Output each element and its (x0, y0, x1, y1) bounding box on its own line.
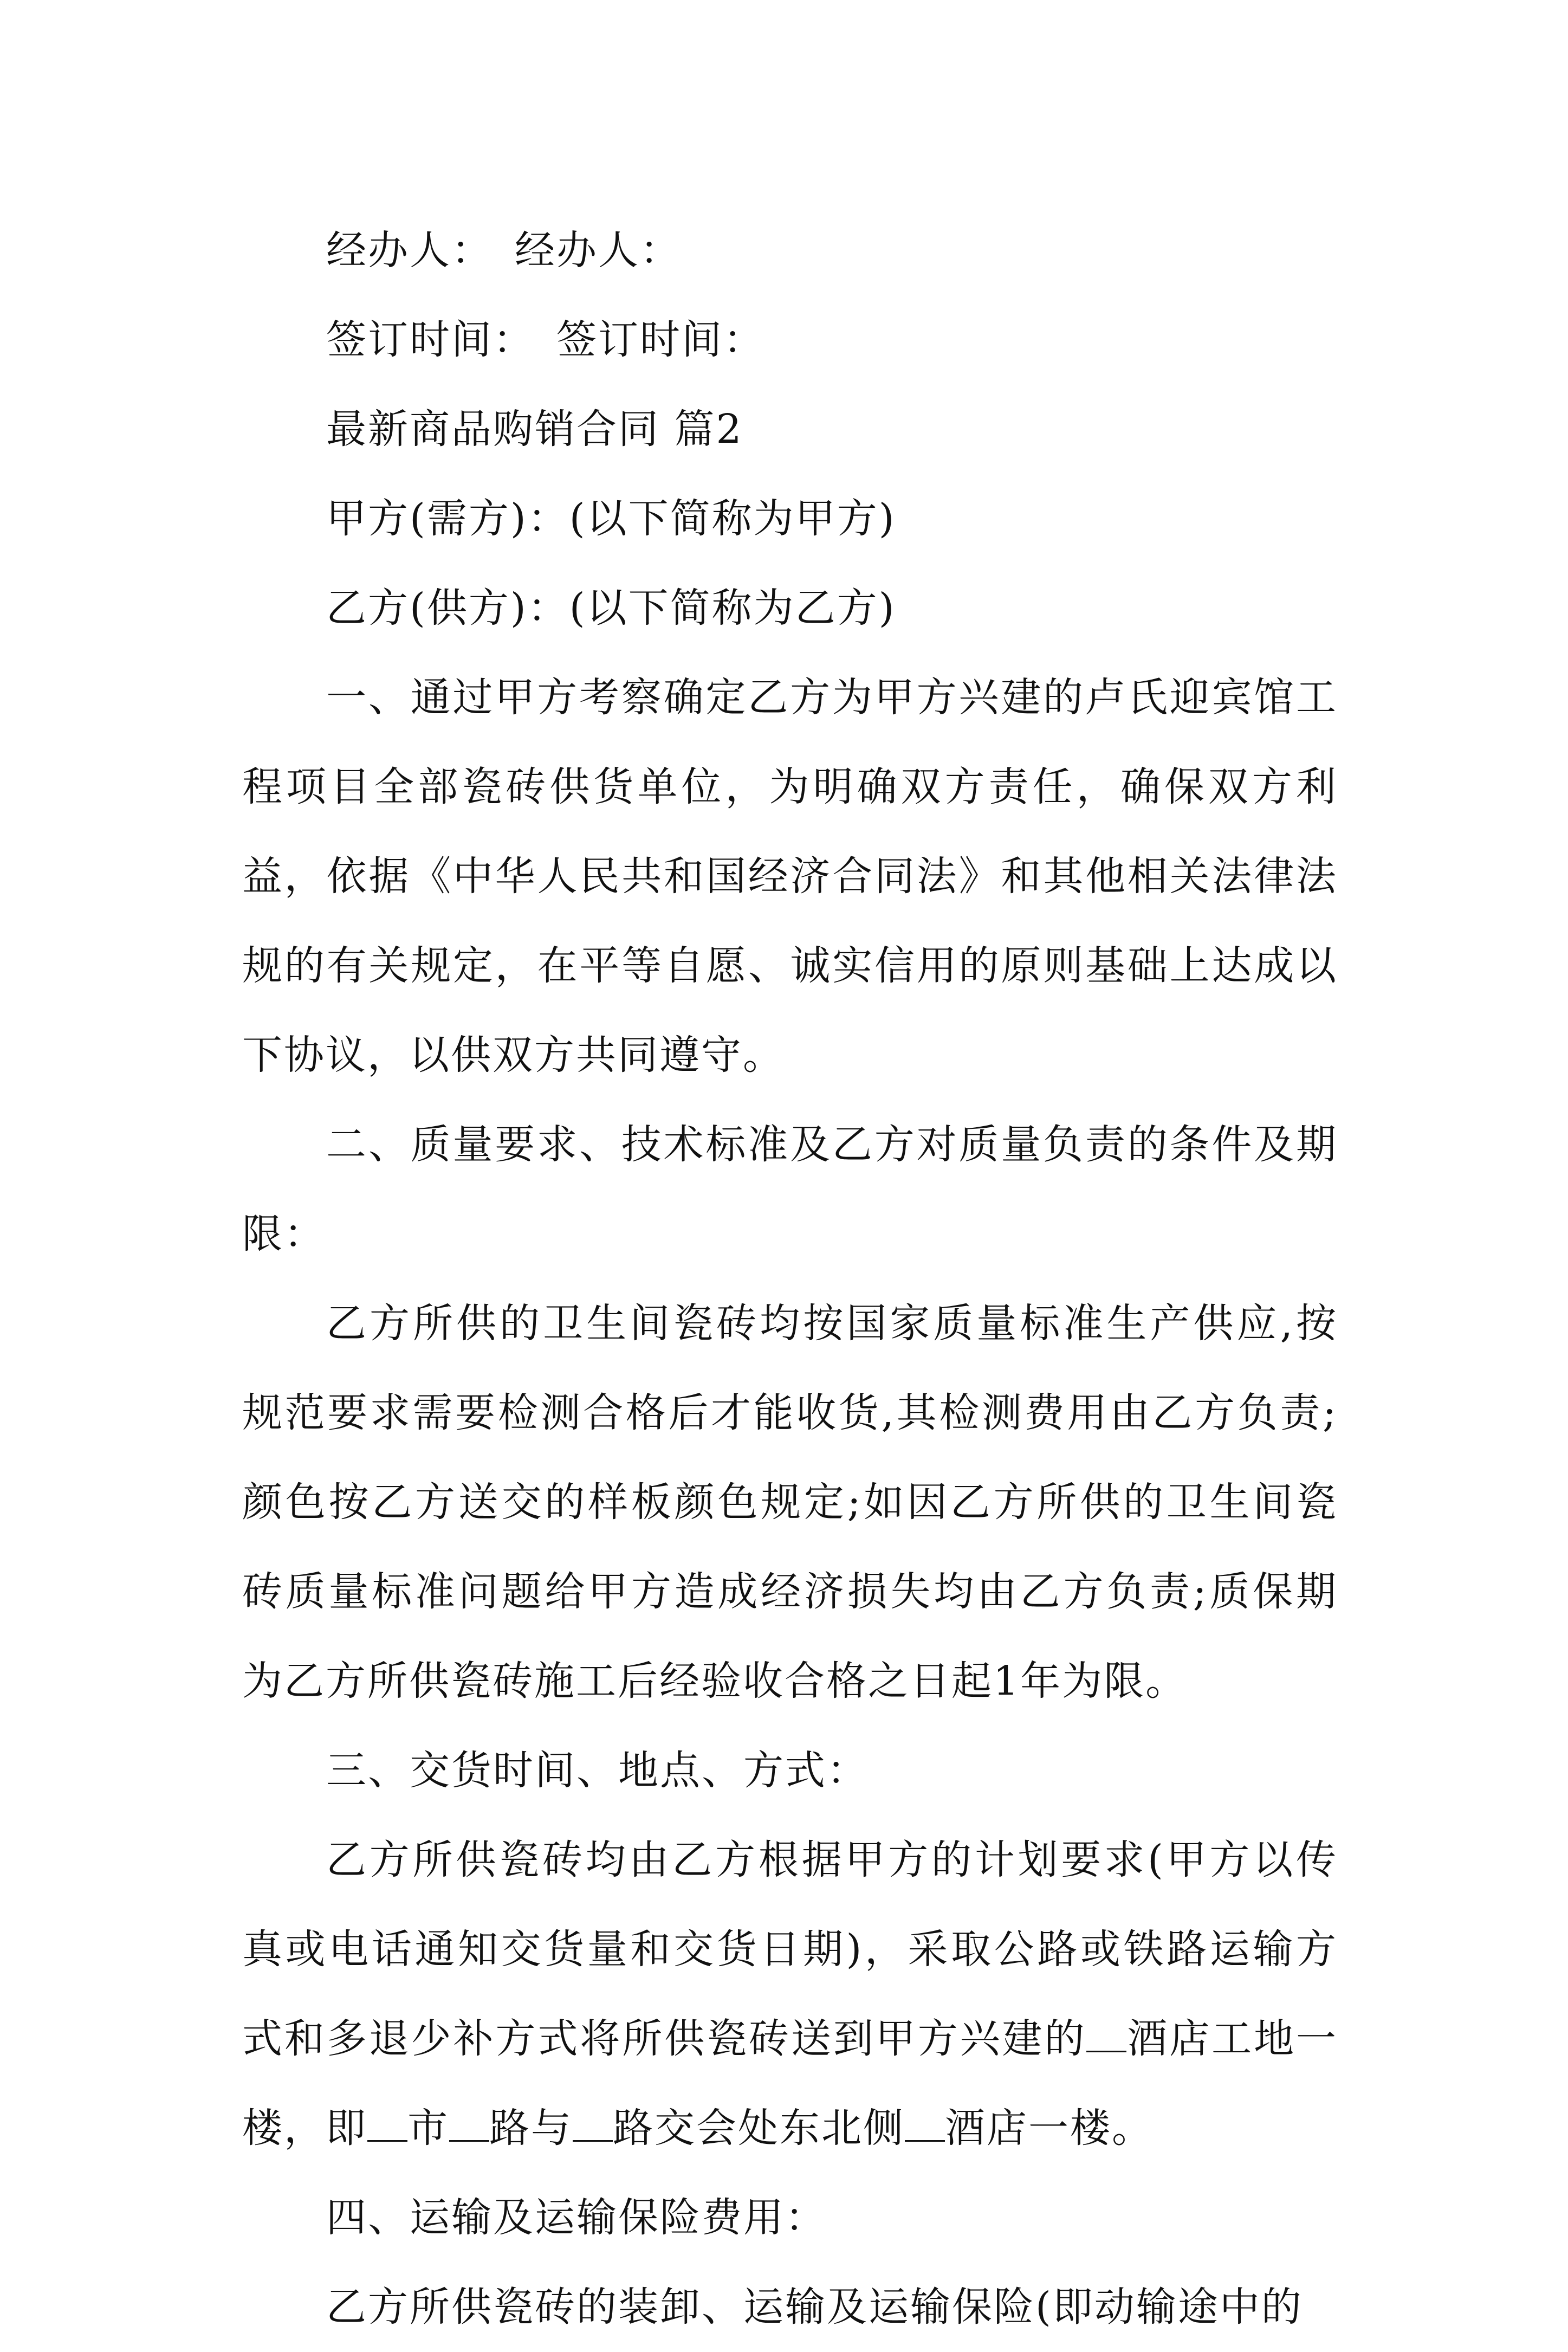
party-a-line: 甲方(需方)：(以下简称为甲方) (326, 495, 896, 542)
fill-blank (449, 2108, 489, 2142)
party-b-line: 乙方(供方)：(以下简称为乙方) (326, 585, 896, 631)
signing-date-line: 签订时间： 签订时间： (326, 316, 765, 363)
section-3-text-1: 乙方所供瓷砖均由乙方根据甲方的计划要求(甲方以传真或电话通知交货量和交货日期)，采取公路或铁路运输方式和多退少补方式将所供瓷砖送到甲方兴建的 (242, 1837, 1338, 2062)
section-3-text-4: 路与 (489, 2105, 573, 2151)
section-2-title: 二、质量要求、技术标准及乙方对质量负责的条件及期限： (242, 1121, 1338, 1257)
section-1-paragraph: 一、通过甲方考察确定乙方为甲方兴建的卢氏迎宾馆工程项目全部瓷砖供货单位，为明确双方责任，确保双方利益，依据《中华人民共和国经济合同法》和其他相关法律法规的有关规定，在平等自愿、诚实信用的原则基础上达成以下协议，以供双方共同遵守。 (242, 674, 1338, 1078)
section-4-title: 四、运输及运输保险费用： (326, 2194, 827, 2241)
section-3-paragraph (242, 1815, 1338, 2173)
section-3-text-5: 路交会处东北侧 (613, 2105, 905, 2151)
fill-blank (367, 2108, 407, 2142)
section-2-paragraph: 乙方所供的卫生间瓷砖均按国家质量标准生产供应,按规范要求需要检测合格后才能收货,其检测费用由乙方负责;颜色按乙方送交的样板颜色规定;如因乙方所供的卫生间瓷砖质量标准问题给甲方造成经济损失均由乙方负责;质保期为乙方所供瓷砖施工后经验收合格之日起1年为限。 (242, 1300, 1338, 1704)
contract-heading: 最新商品购销合同 篇2 (326, 406, 743, 453)
section-3-text-3: 市 (407, 2105, 449, 2151)
contract-body (242, 206, 1338, 2352)
agent-signature-line: 经办人： 经办人： (326, 227, 682, 274)
fill-blank (905, 2108, 945, 2142)
section-3-text-6: 酒店一楼。 (945, 2105, 1154, 2151)
section-3-text-2: 酒店工地一楼，即 (242, 2015, 1338, 2151)
fill-blank (1086, 2018, 1126, 2052)
fill-blank (573, 2108, 613, 2142)
section-4-paragraph: 乙方所供瓷砖的装卸、运输及运输保险(即动输途中的 (326, 2284, 1303, 2330)
section-3-title: 三、交货时间、地点、方式： (326, 1747, 869, 1794)
